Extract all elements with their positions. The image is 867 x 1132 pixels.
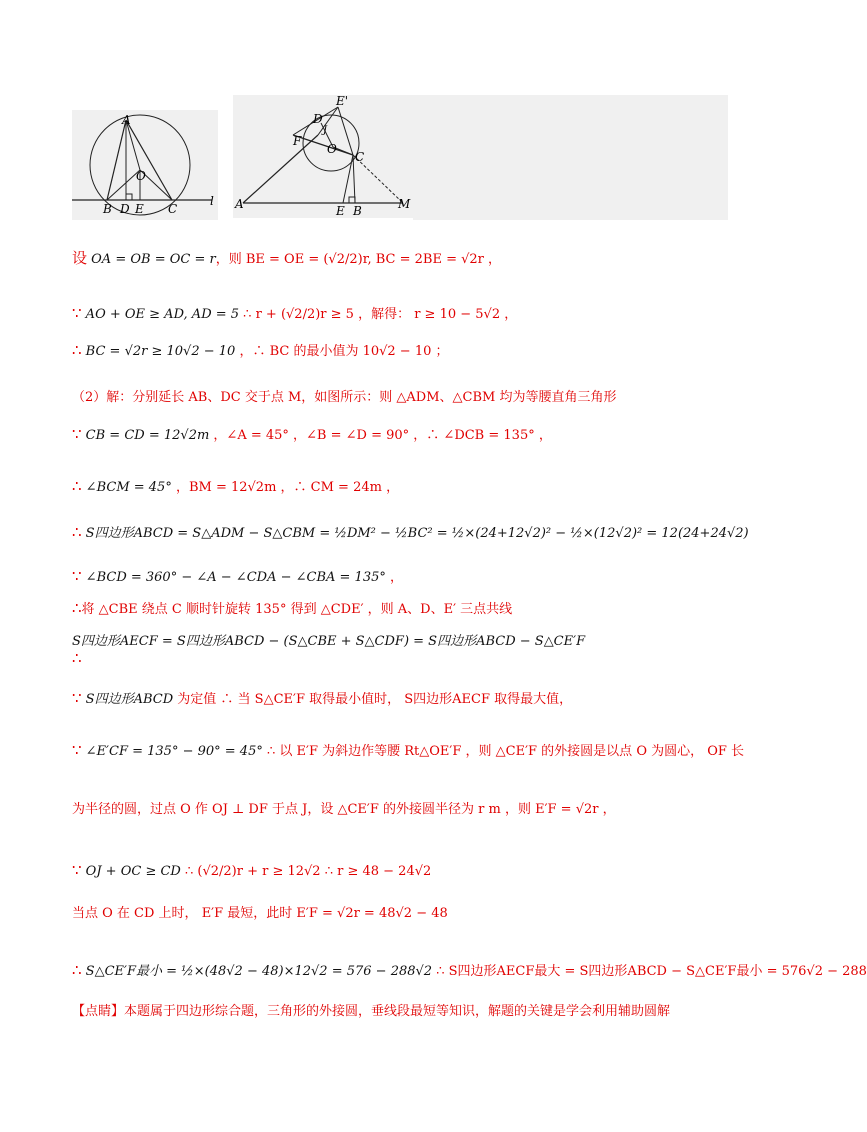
fig1-label: D <box>120 202 130 216</box>
solution-line <box>72 648 82 670</box>
figure1-svg <box>72 110 218 220</box>
fig2-label: A <box>235 197 244 211</box>
solution-line <box>72 632 585 652</box>
figure2-svg <box>233 95 413 218</box>
line-prefix: ∵ <box>72 861 82 879</box>
line-prefix: ∵ <box>72 741 82 759</box>
line-prefix: ∴ <box>72 523 82 541</box>
solution-line <box>72 522 749 544</box>
line-prefix: ∵ <box>72 567 82 585</box>
fig2-label: M <box>398 197 411 211</box>
line-prefix: ∴ <box>72 341 82 359</box>
line-math: CB = CD = 12√2m <box>81 428 210 443</box>
line-text: ∴ r + (√2/2)r ≥ 5 ，解得： r ≥ 10 − 5√2 ， <box>239 307 518 322</box>
line-math: S△CE′F最小 = ½×(48√2 − 48)×12√2 = 576 − 288√2 <box>81 964 433 979</box>
solution-line <box>72 904 448 924</box>
line-math: OA = OB = OC = r <box>87 252 216 267</box>
figure-quadrilateral <box>233 95 413 218</box>
line-prefix: ∵ <box>72 425 82 443</box>
line-prefix: ∴ <box>72 599 82 617</box>
line-math: AO + OE ≥ AD, AD = 5 <box>81 307 240 322</box>
line-text: 本题属于四边形综合题，三角形的外接圆，垂线段最短等知识，解题的关键是学会利用辅助圆解 <box>124 1004 671 1019</box>
line-text: （2）解：分别延长 AB、DC 交于点 M，如图所示：则 △ADM、△CBM 均为等腰直角三角形 <box>72 390 617 405</box>
line-prefix: 设 <box>72 249 88 267</box>
fig1-label: A <box>122 113 131 127</box>
fig2-label: C <box>355 150 365 164</box>
line-text: ∴ (√2/2)r + r ≥ 12√2 ∴ r ≥ 48 − 24√2 <box>180 864 432 879</box>
fig2-label: E' <box>336 94 349 108</box>
line-prefix: ∴ <box>72 961 82 979</box>
line-text: ∴ 以 E′F 为斜边作等腰 Rt△OE′F ，则 △CE′F 的外接圆是以点 O 为圆心， OF 长 <box>262 744 745 759</box>
solution-line <box>72 303 517 325</box>
line-math: S四边形AECF = S四边形ABCD − (S△CBE + S△CDF) = S四边形ABCD − S△CE′F <box>72 634 586 649</box>
line-text: ，∴ BC 的最小值为 10√2 − 10 ； <box>235 344 449 359</box>
figure-circle-triangle <box>72 110 218 220</box>
line-math: ∠BCD = 360° − ∠A − ∠CDA − ∠CBA = 135° <box>81 570 386 585</box>
line-math: ∠E′CF = 135° − 90° = 45° <box>81 744 263 759</box>
fig1-label: l <box>210 194 214 208</box>
solution-line <box>72 1002 670 1022</box>
line-prefix: ∵ <box>72 689 82 707</box>
fig2-label: B <box>353 204 362 218</box>
line-text: 为定值 ∴ 当 S△CE′F 取得最小值时， S四边形AECF 取得最大值， <box>173 692 573 707</box>
solution-line <box>72 340 449 362</box>
solution-line <box>72 388 616 408</box>
line-math: ∠BCM = 45° <box>81 480 172 495</box>
line-math: S四边形ABCD = S△ADM − S△CBM = ½DM² − ½BC² = ½×(24+12√2)² − ½×(12√2)² = 12(24+24√2) <box>81 526 749 541</box>
fig2-label: E <box>336 204 345 218</box>
solution-line <box>72 476 399 498</box>
line-text: ，∠A = 45° ，∠B = ∠D = 90° ，∴ ∠DCB = 135° ， <box>209 428 552 443</box>
solution-line <box>72 424 552 446</box>
line-text: ，则 BE = OE = (√2/2)r, BC = 2BE = √2r ， <box>215 252 502 267</box>
solution-line <box>72 740 744 762</box>
fig1-label: C <box>168 202 178 216</box>
fig2-label: J <box>323 125 328 136</box>
line-text: 为半径的圆，过点 O 作 OJ ⊥ DF 于点 J，设 △CE′F 的外接圆半径为 r m ，则 E′F = √2r ， <box>72 802 616 817</box>
solution-line <box>72 566 403 588</box>
fig1-label: E <box>135 202 144 216</box>
line-text: ∴ S四边形AECF最大 = S四边形ABCD − S△CE′F最小 = 576√2 − 288 <box>432 964 867 979</box>
solution-line <box>72 860 431 882</box>
line-math: OJ + OC ≥ CD <box>81 864 181 879</box>
fig2-label: D <box>313 112 323 126</box>
line-math: BC = √2r ≥ 10√2 − 10 <box>81 344 236 359</box>
solution-line <box>72 688 572 710</box>
line-prefix: 【点睛】 <box>72 1004 125 1019</box>
solution-line <box>72 800 616 820</box>
line-text: ，BM = 12√2m ，∴ CM = 24m ， <box>171 480 400 495</box>
line-math: S四边形ABCD <box>81 692 174 707</box>
line-prefix: ∴ <box>72 477 82 495</box>
figure-background <box>413 95 728 220</box>
line-text: 当点 O 在 CD 上时， E′F 最短，此时 E′F = √2r = 48√2 − 48 <box>72 906 448 921</box>
line-text: 将 △CBE 绕点 C 顺时针旋转 135° 得到 △CDE′ ，则 A、D、E′ 三点共线 <box>81 602 513 617</box>
line-prefix: ∴ <box>72 649 82 667</box>
solution-line <box>72 960 867 982</box>
fig2-label: O <box>327 142 337 156</box>
line-prefix: ∵ <box>72 304 82 322</box>
fig2-label: F <box>293 134 302 148</box>
fig1-label: B <box>103 202 112 216</box>
solution-line <box>72 248 501 270</box>
fig1-label: O <box>136 169 146 183</box>
line-text: ， <box>385 570 404 585</box>
solution-line <box>72 598 512 620</box>
